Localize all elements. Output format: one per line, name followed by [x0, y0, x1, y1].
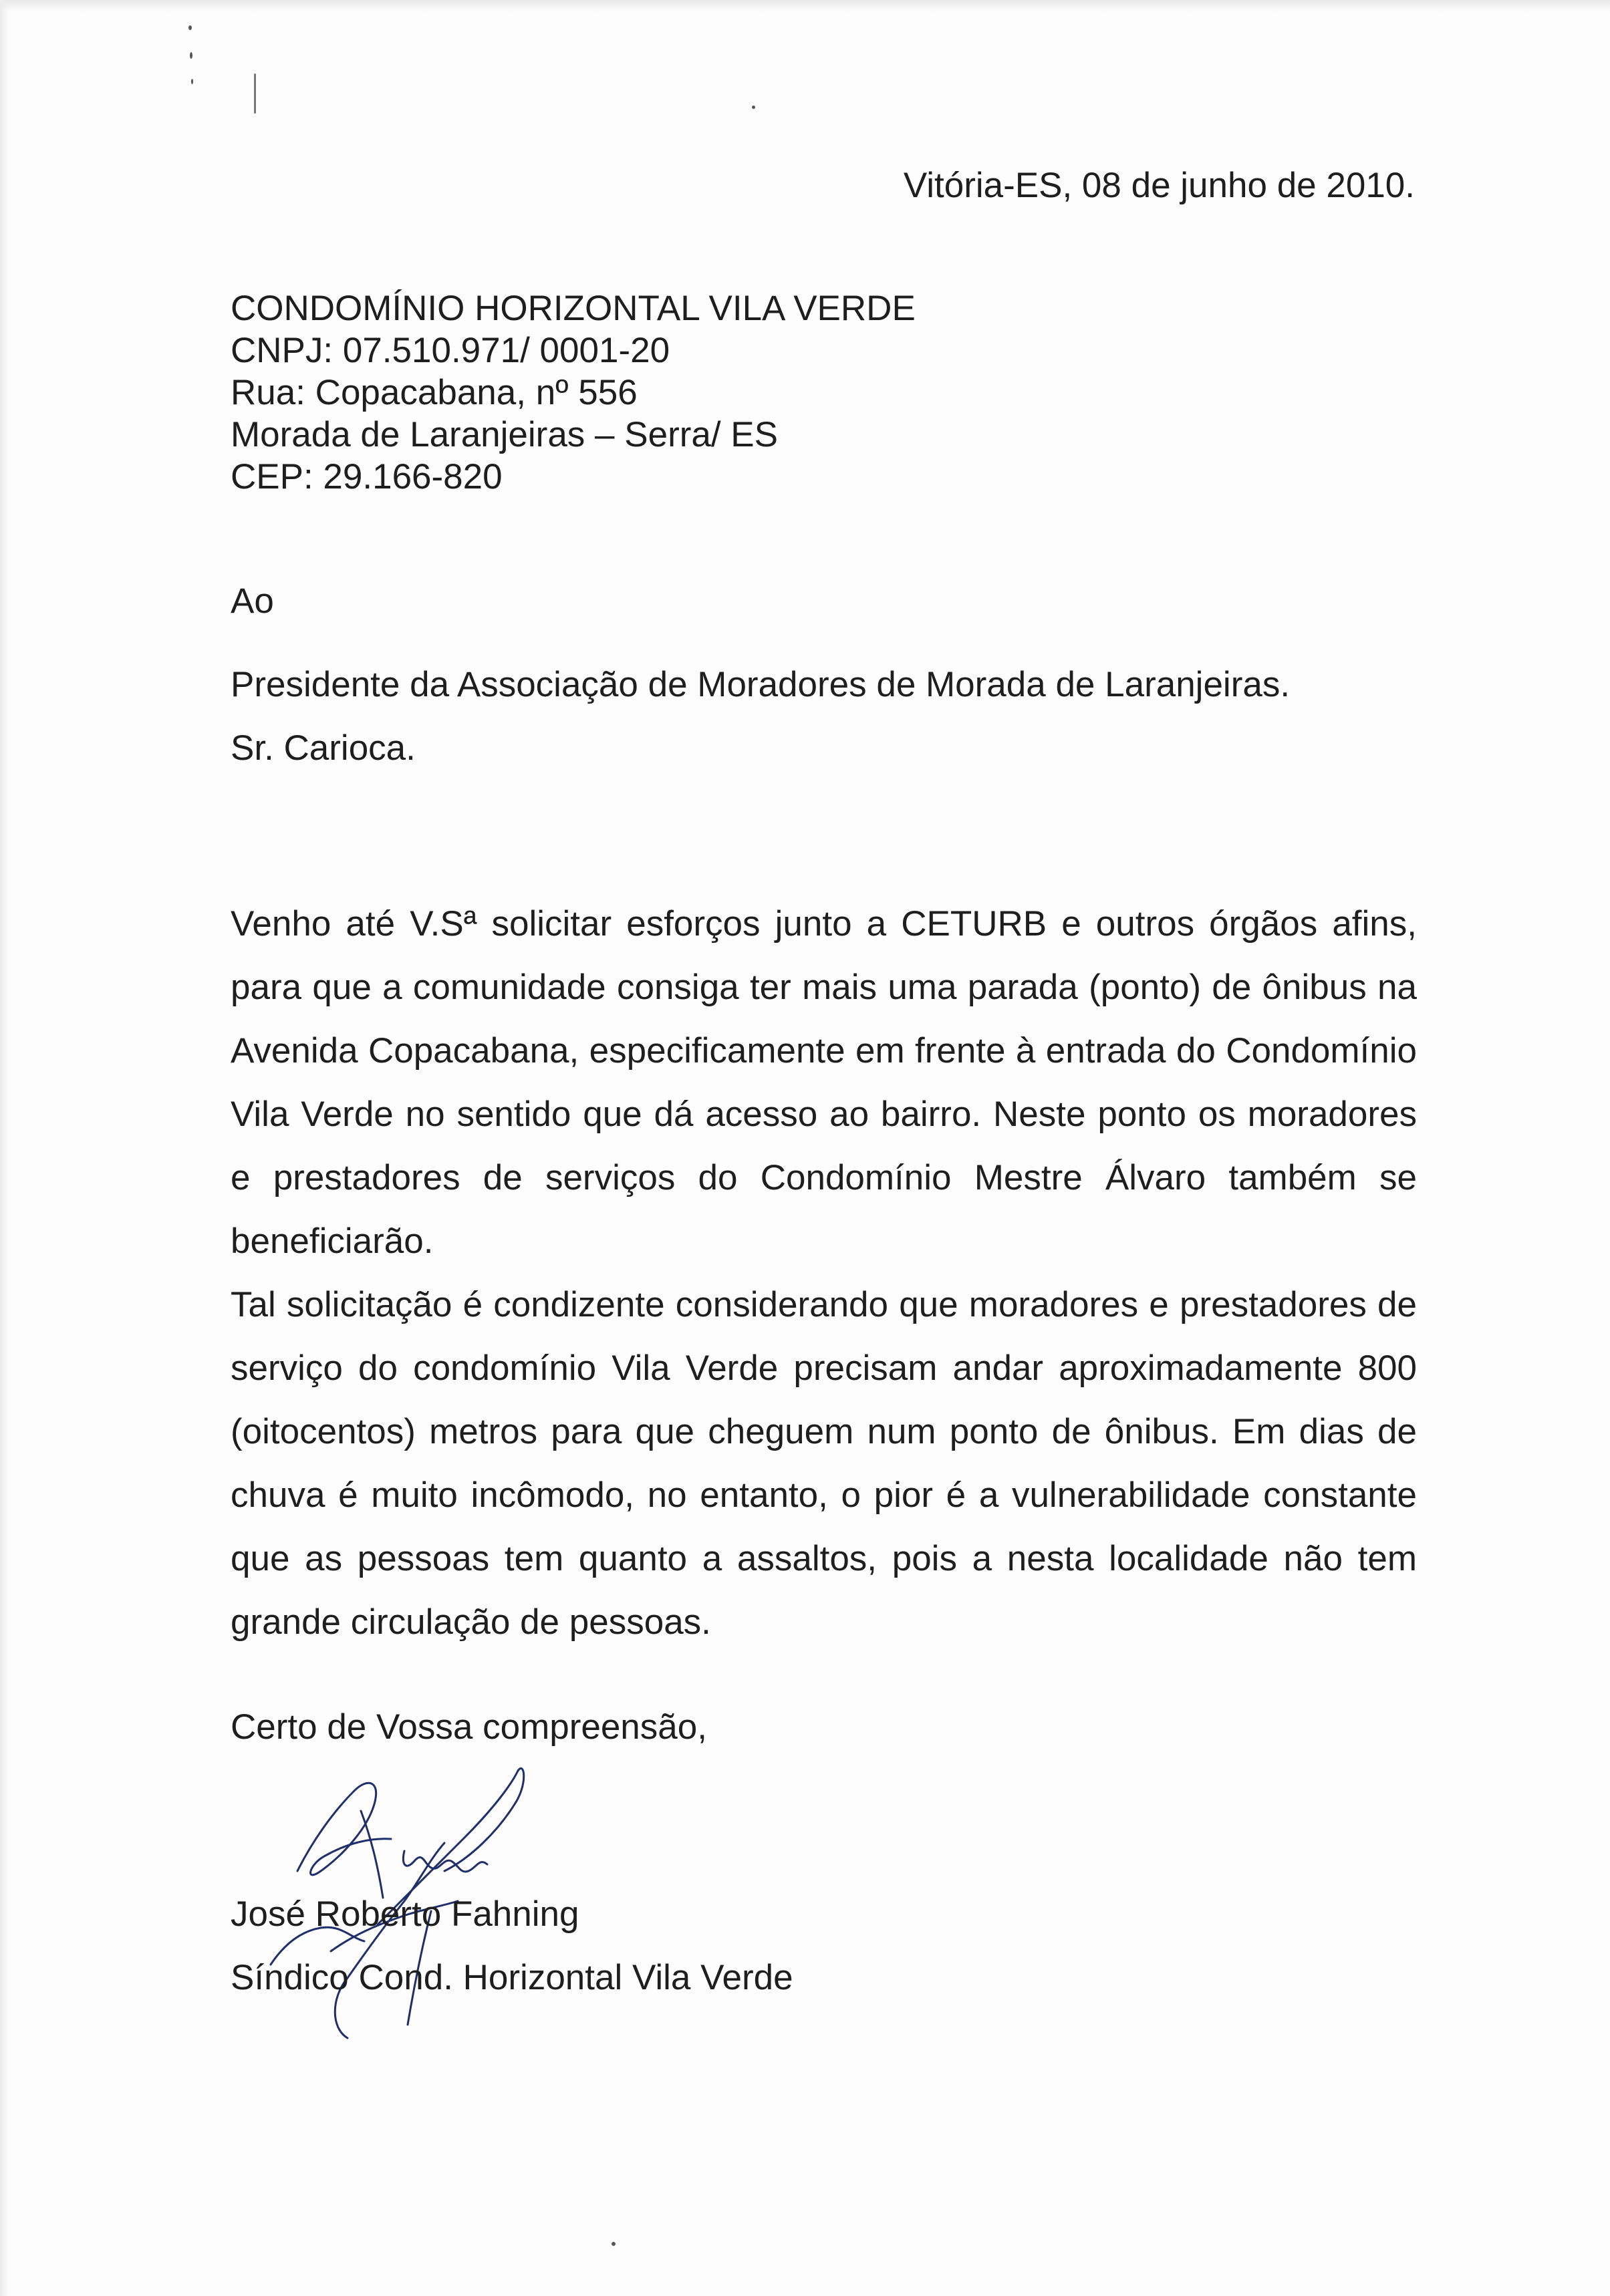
scan-speck [191, 79, 193, 84]
scan-edge-shadow [0, 0, 9, 2296]
scan-speck [612, 2242, 616, 2246]
sender-block [231, 287, 916, 498]
closing-line: Certo de Vossa compreensão, [231, 1707, 707, 1747]
sender-name: CONDOMÍNIO HORIZONTAL VILA VERDE [231, 289, 916, 328]
body-paragraph: Tal solicitação é condizente considerando que moradores e prestadores de serviço do condomínio Vila Verde precisam andar aproximadamente 800 (oitocentos) metros para que cheguem num ponto de ônibus. Em dias de chuva é muito incômodo, no entanto, o pior é a vulnerabilidade constante que as pessoas tem quanto a assaltos, pois a nesta localidade não tem grande circulação de pessoas. [231, 1285, 1417, 1642]
scan-speck [254, 74, 256, 114]
sender-cnpj: CNPJ: 07.510.971/ 0001-20 [231, 331, 670, 370]
body-paragraph: Venho até V.Sª solicitar esforços junto a CETURB e outros órgãos afins, para que a comunidade consiga ter mais uma parada (ponto) de ônibus na Avenida Copacabana, especificamente em frente à entrada do Condomínio Vila Verde no sentido que dá acesso ao bairro. Neste ponto os moradores e prestadores de serviços do Condomínio Mestre Álvaro também se beneficiarão. [231, 904, 1417, 1261]
scan-speck [190, 52, 192, 59]
recipient-name: Sr. Carioca. [231, 728, 416, 768]
signer-role: Síndico Cond. Horizontal Vila Verde [231, 1958, 793, 1997]
sender-street: Rua: Copacabana, nº 556 [231, 373, 638, 412]
signer-name: José Roberto Fahning [231, 1894, 579, 1934]
recipient-title: Presidente da Associação de Moradores de Morada de Laranjeiras. [231, 665, 1291, 704]
letter-body [231, 892, 1417, 1654]
letter-date: Vitória-ES, 08 de junho de 2010. [903, 166, 1415, 205]
salutation: Ao [231, 581, 274, 621]
scan-speck [188, 25, 192, 30]
scan-speck [752, 106, 755, 109]
scan-edge-shadow [0, 0, 1610, 12]
sender-district: Morada de Laranjeiras – Serra/ ES [231, 415, 778, 454]
sender-cep: CEP: 29.166-820 [231, 457, 503, 496]
